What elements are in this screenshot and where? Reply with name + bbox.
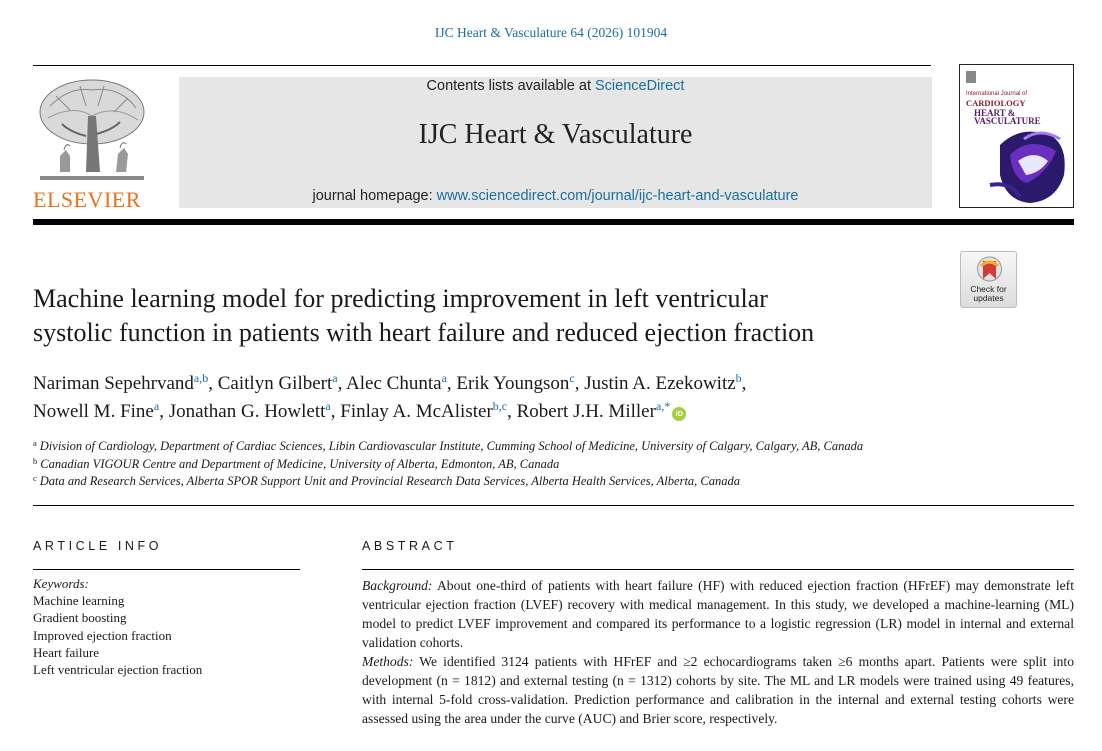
sciencedirect-link[interactable]: ScienceDirect: [595, 78, 685, 94]
abstract-heading: ABSTRACT: [362, 539, 458, 553]
crossmark-label: [961, 285, 1016, 303]
abstract-background: [362, 576, 1074, 652]
header-rule: [33, 65, 931, 66]
author-3[interactable]: Alec Chunta$^a$,: [346, 371, 457, 394]
header-thick-rule: [33, 219, 1074, 225]
author-4[interactable]: Erik Youngson$^c$,: [456, 371, 585, 394]
journal-header: [179, 77, 932, 208]
abstract-methods: [362, 652, 1074, 728]
orcid-icon[interactable]: iD: [672, 407, 686, 421]
keyword-item[interactable]: Machine learning: [33, 593, 125, 609]
cover-line-4: VASCULATURE: [974, 116, 1041, 126]
journal-homepage: [179, 188, 932, 204]
methods-text: We identified 3124 patients with HFrEF and ≥2 echocardiograms taken ≥6 months apart. Patients were split into development (n = 1812) and external testing (n = 1312) cohorts by site. The ML and LR models were trained using 49 features, with internal 5-fold cross-validation. Prediction performance and calibration in the internal and external testing cohorts were assessed using the area under the curve (AUC) and Brier score, respectively.: [362, 654, 1074, 726]
crossmark-icon: [961, 252, 1018, 286]
affiliation-c: $^c$ Data and Research Services, Alberta SPOR Support Unit and Provincial Research Data Services, Alberta Health Services, Alberta, Canada: [33, 473, 741, 488]
background-label: Background:: [362, 578, 433, 593]
journal-cover[interactable]: [959, 64, 1074, 208]
title-line-1: Machine learning model for predicting improvement in left ventricular: [33, 284, 768, 313]
author-8[interactable]: Finlay A. McAlister$^{b,c}$,: [340, 399, 517, 422]
check-for-updates-button[interactable]: [960, 251, 1017, 308]
elsevier-wordmark: ELSEVIER: [33, 187, 141, 212]
affiliations: [33, 438, 1083, 491]
author-list: [33, 370, 1083, 426]
background-text: About one-third of patients with heart failure (HF) with reduced ejection fraction (HFrEF) may demonstrate left ventricular ejection fraction (LVEF) recovery with medical management. In this study, we developed a machine-learning (ML) model to predict LVEF improvement and compared its performance to a logistic regression (LR) model in internal and external validation cohorts.: [362, 578, 1074, 650]
article-title: [33, 282, 933, 350]
cover-line-1: International Journal of: [966, 91, 1028, 97]
author-6[interactable]: Nowell M. Fine$^a$,: [33, 399, 169, 422]
abstract-body: [362, 576, 1074, 728]
title-line-2: systolic function in patients with heart failure and reduced ejection fraction: [33, 318, 815, 347]
elsevier-tree-icon: [30, 76, 154, 186]
keyword-item[interactable]: Improved ejection fraction: [33, 627, 172, 643]
journal-citation[interactable]: IJC Heart & Vasculature 64 (2026) 101904: [434, 25, 668, 40]
author-1[interactable]: Nariman Sepehrvand$^{a,b}$,: [33, 371, 218, 394]
section-divider: [33, 505, 1074, 506]
article-info-heading: ARTICLE INFO: [33, 539, 163, 553]
cover-subtitle: [974, 109, 1041, 125]
cover-line-2: CARDIOLOGY: [966, 98, 1026, 108]
affiliation-a: $^a$ Division of Cardiology, Department of Cardiac Sciences, Libin Cardiovascular Institute, Cumming School of Medicine, University of Calgary, Calgary, AB, Canada: [33, 438, 864, 453]
author-2[interactable]: Caitlyn Gilbert$^a$,: [217, 371, 347, 394]
abstract-rule: [362, 569, 1074, 570]
elsevier-logo[interactable]: [30, 76, 154, 210]
author-5[interactable]: Justin A. Ezekowitz$^b$,: [584, 371, 747, 394]
author-9[interactable]: Robert J.H. Miller$^{a,*}$: [516, 399, 671, 422]
keyword-item[interactable]: Gradient boosting: [33, 610, 127, 626]
contents-line: [179, 78, 932, 94]
crossmark-line-2: updates: [973, 293, 1004, 303]
keyword-item[interactable]: Heart failure: [33, 644, 100, 660]
author-7[interactable]: Jonathan G. Howlett$^a$,: [168, 399, 341, 422]
cover-line-3: HEART &: [974, 108, 1016, 118]
crossmark-line-1: Check for: [970, 284, 1007, 294]
contents-prefix: Contents lists available at: [426, 78, 591, 94]
homepage-prefix: journal homepage:: [312, 188, 433, 204]
homepage-link[interactable]: www.sciencedirect.com/journal/ijc-heart-and-vasculature: [436, 188, 799, 204]
keywords-list: [33, 575, 303, 678]
keyword-item[interactable]: Left ventricular ejection fraction: [33, 662, 203, 678]
keywords-label: Keywords:: [33, 576, 89, 591]
article-info-rule: [33, 569, 300, 570]
cover-art-icon: [960, 65, 1074, 208]
methods-label: Methods:: [362, 654, 414, 669]
affiliation-b: $^b$ Canadian VIGOUR Centre and Department of Medicine, University of Alberta, Edmonton, AB, Canada: [33, 455, 560, 471]
journal-title: IJC Heart & Vasculature: [418, 119, 693, 150]
